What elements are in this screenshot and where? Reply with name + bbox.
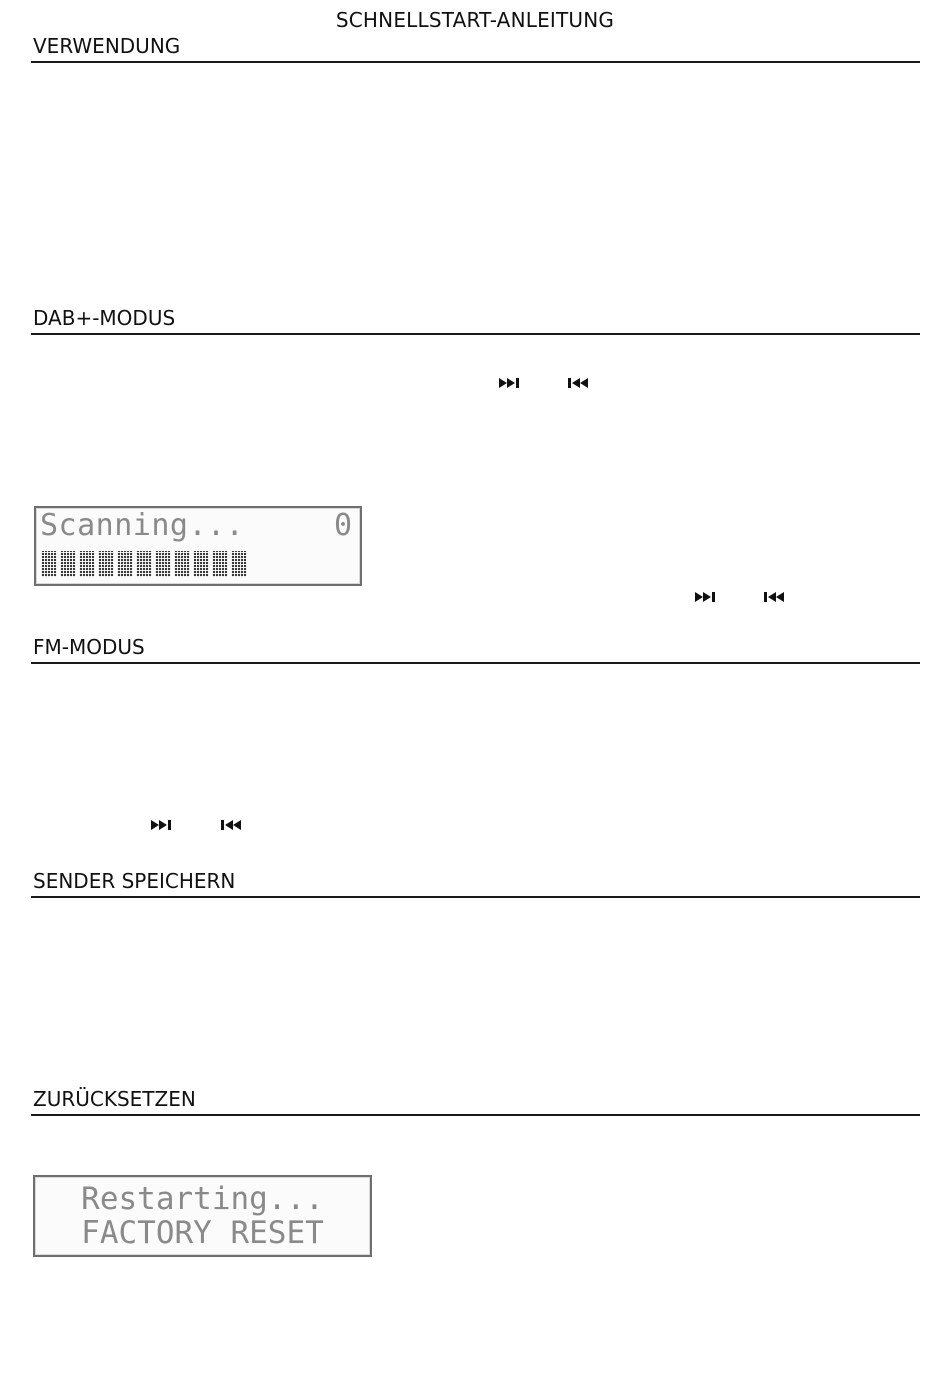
lcd-reset-display xyxy=(33,1175,372,1257)
lcd-scan-text: Scanning... xyxy=(40,508,245,543)
lcd-scan-counter: 0 xyxy=(334,508,353,543)
lcd-progress-segment xyxy=(79,551,95,577)
section-verwendung xyxy=(31,35,920,63)
lcd-progress-segment xyxy=(231,551,247,577)
lcd-reset-line1: Restarting... xyxy=(81,1181,324,1217)
skip-next-icon xyxy=(694,590,718,604)
skip-next-icon xyxy=(498,376,522,390)
lcd-progress-segment xyxy=(136,551,152,577)
lcd-progress-segment xyxy=(212,551,228,577)
section-title: SENDER SPEICHERN xyxy=(33,869,236,893)
section-zuruecksetzen xyxy=(31,1088,920,1116)
skip-previous-icon xyxy=(219,818,243,832)
lcd-progress-segment xyxy=(155,551,171,577)
lcd-progress-segment xyxy=(193,551,209,577)
lcd-progress-segment xyxy=(174,551,190,577)
section-title: ZURÜCKSETZEN xyxy=(33,1087,196,1111)
lcd-progress-bar xyxy=(41,551,247,577)
skip-next-icon xyxy=(150,818,174,832)
section-title: FM-MODUS xyxy=(33,635,145,659)
skip-previous-icon xyxy=(762,590,786,604)
lcd-progress-segment xyxy=(60,551,76,577)
lcd-reset-line2: FACTORY RESET xyxy=(81,1215,324,1251)
lcd-progress-segment xyxy=(98,551,114,577)
section-title: DAB+-MODUS xyxy=(33,306,176,330)
section-title: VERWENDUNG xyxy=(33,34,181,58)
section-fm-modus xyxy=(31,636,920,664)
lcd-progress-segment xyxy=(41,551,57,577)
document-title: SCHNELLSTART-ANLEITUNG xyxy=(335,8,615,32)
skip-previous-icon xyxy=(566,376,590,390)
section-sender-speichern xyxy=(31,870,920,898)
lcd-progress-segment xyxy=(117,551,133,577)
section-dab-modus xyxy=(31,307,920,335)
lcd-scanning-display xyxy=(34,506,362,586)
